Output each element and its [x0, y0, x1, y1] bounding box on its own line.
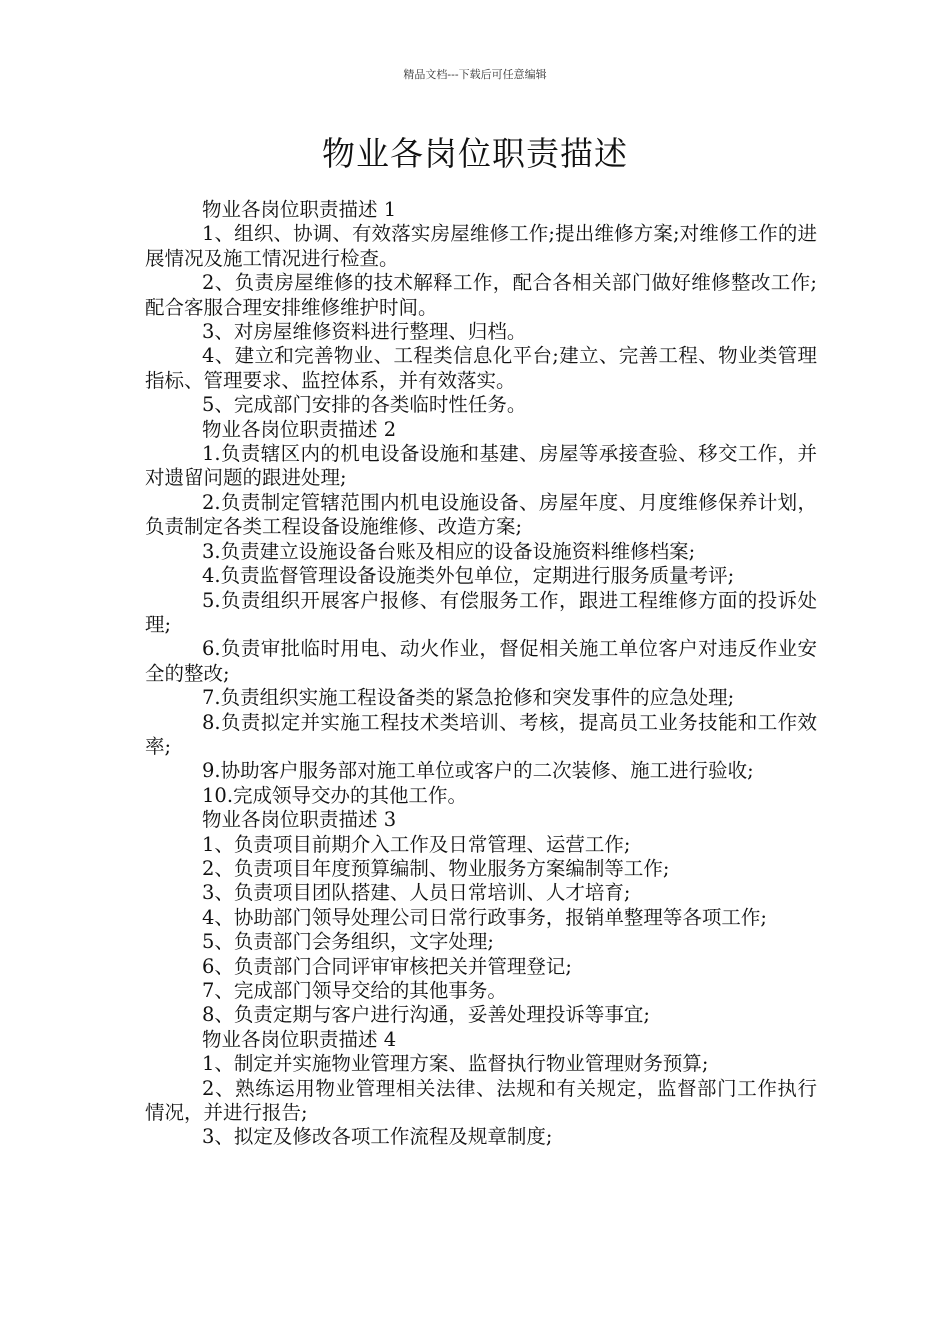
page-title: 物业各岗位职责描述 — [322, 134, 628, 173]
list-item: 3、对房屋维修资料进行整理、归档。 — [202, 320, 527, 344]
section-heading-1: 物业各岗位职责描述 1 — [202, 198, 397, 221]
list-item: 3、拟定及修改各项工作流程及规章制度; — [202, 1125, 553, 1149]
list-item: 7.负责组织实施工程设备类的紧急抢修和突发事件的应急处理; — [202, 686, 735, 710]
list-item: 1、组织、协调、有效落实房屋维修工作;提出维修方案;对维修工作的进展情况及施工情况进行检查。 — [145, 222, 817, 270]
list-item: 5.负责组织开展客户报修、有偿服务工作，跟进工程维修方面的投诉处理; — [145, 588, 817, 636]
list-item: 8、负责定期与客户进行沟通，妥善处理投诉等事宜; — [202, 1003, 650, 1027]
list-item: 10.完成领导交办的其他工作。 — [202, 783, 468, 807]
list-item: 2.负责制定管辖范围内机电设施设备、房屋年度、月度维修保养计划，负责制定各类工程设备设施维修、改造方案; — [145, 490, 817, 539]
list-item: 1、制定并实施物业管理方案、监督执行物业管理财务预算; — [202, 1052, 709, 1076]
list-item: 4、建立和完善物业、工程类信息化平台;建立、完善工程、物业类管理指标、管理要求、监控体系，并有效落实。 — [145, 344, 817, 392]
header-note: 精品文档---下载后可任意编辑 — [403, 68, 547, 81]
list-item: 8.负责拟定并实施工程技术类培训、考核，提高员工业务技能和工作效率; — [145, 710, 817, 758]
list-item: 9.协助客户服务部对施工单位或客户的二次装修、施工进行验收; — [202, 759, 754, 783]
list-item: 5、完成部门安排的各类临时性任务。 — [202, 393, 527, 417]
list-item: 5、负责部门会务组织，文字处理; — [202, 930, 494, 954]
list-item: 3、负责项目团队搭建、人员日常培训、人才培育; — [202, 881, 631, 905]
section-heading-4: 物业各岗位职责描述 4 — [202, 1027, 397, 1051]
document-body — [145, 198, 817, 1150]
list-item: 7、完成部门领导交给的其他事务。 — [202, 979, 507, 1002]
list-item: 4.负责监督管理设备设施类外包单位，定期进行服务质量考评; — [202, 564, 735, 588]
list-item: 4、协助部门领导处理公司日常行政事务，报销单整理等各项工作; — [202, 905, 767, 929]
list-item: 1、负责项目前期介入工作及日常管理、运营工作; — [202, 832, 631, 856]
list-item: 2、负责项目年度预算编制、物业服务方案编制等工作; — [202, 856, 670, 880]
list-item: 2、负责房屋维修的技术解释工作，配合各相关部门做好维修整改工作;配合客服合理安排维修维护时间。 — [145, 271, 817, 319]
list-item: 6、负责部门合同评审审核把关并管理登记; — [202, 954, 572, 978]
list-item: 1.负责辖区内的机电设备设施和基建、房屋等承接查验、移交工作，并对遗留问题的跟进处理; — [145, 442, 817, 490]
list-item: 2、熟练运用物业管理相关法律、法规和有关规定，监督部门工作执行情况，并进行报告; — [145, 1076, 817, 1125]
list-item: 6.负责审批临时用电、动火作业，督促相关施工单位客户对违反作业安全的整改; — [145, 637, 817, 685]
section-heading-3: 物业各岗位职责描述 3 — [202, 808, 397, 832]
section-heading-2: 物业各岗位职责描述 2 — [202, 417, 397, 441]
list-item: 3.负责建立设施设备台账及相应的设备设施资料维修档案; — [202, 539, 696, 563]
